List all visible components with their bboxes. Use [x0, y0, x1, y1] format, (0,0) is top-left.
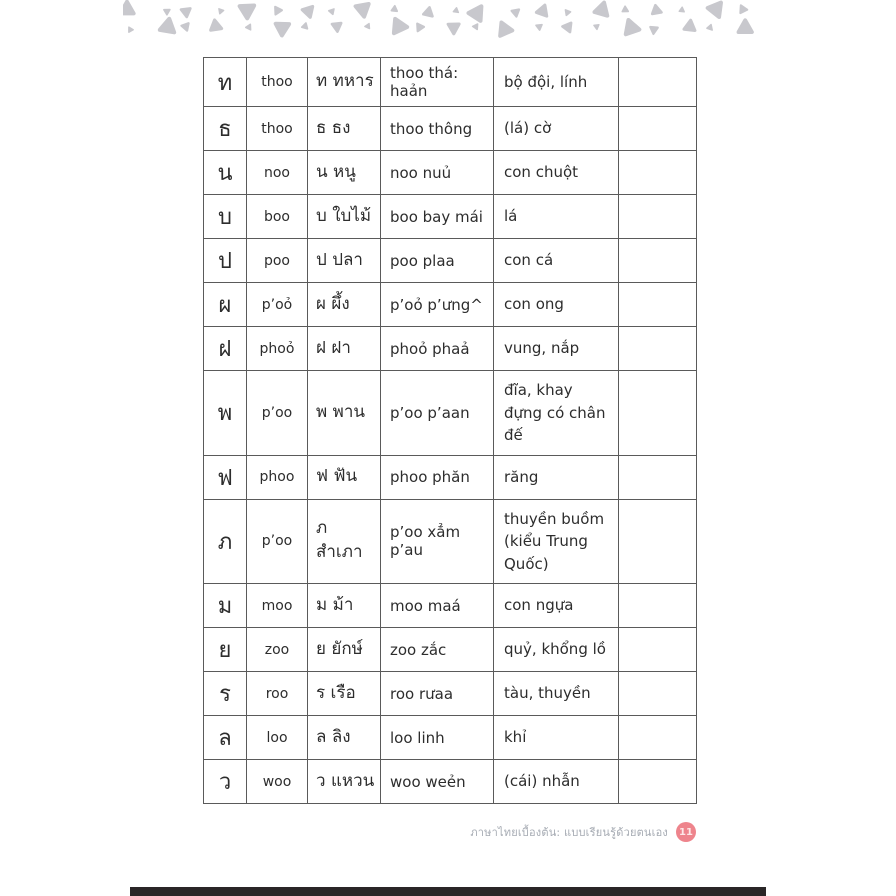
table-row [204, 371, 697, 456]
table-row [204, 151, 697, 195]
notes-cell [619, 283, 697, 327]
triangle-glyph [391, 5, 397, 11]
meaning-cell: con cá [494, 239, 619, 283]
meaning-cell: khỉ [494, 716, 619, 760]
pronunciation-cell: phoo phăn [381, 455, 494, 499]
letter-cell: น [204, 151, 247, 195]
sound-cell: p’oo [247, 499, 308, 584]
triangle-glyph [650, 27, 658, 34]
meaning-cell: đĩa, khay đựng có chân đế [494, 371, 619, 456]
triangle-glyph [211, 20, 224, 34]
pronunciation-cell: p’oo xẳm p’au [381, 499, 494, 584]
notes-cell [619, 107, 697, 151]
meaning-cell: răng [494, 455, 619, 499]
example-cell: ผ ผึ้ง [308, 283, 381, 327]
pronunciation-cell: noo nuủ [381, 151, 494, 195]
triangle-glyph [394, 19, 408, 34]
triangle-glyph [684, 20, 696, 31]
meaning-cell: thuyền buồm (kiểu Trung Quốc) [494, 499, 619, 584]
example-cell: ฝ ฝา [308, 327, 381, 371]
triangle-glyph [452, 8, 458, 14]
sound-cell: phoo [247, 455, 308, 499]
triangle-glyph [472, 24, 477, 30]
pronunciation-cell: zoo zắc [381, 628, 494, 672]
sound-cell: zoo [247, 628, 308, 672]
table-row [204, 584, 697, 628]
triangle-glyph [272, 7, 282, 16]
letter-cell: ป [204, 239, 247, 283]
example-cell: ธ ธง [308, 107, 381, 151]
triangle-glyph [246, 23, 253, 30]
triangle-glyph [276, 18, 293, 35]
letter-cell: ภ [204, 499, 247, 584]
triangle-glyph [562, 22, 571, 32]
meaning-cell: con ngựa [494, 584, 619, 628]
letter-cell: ธ [204, 107, 247, 151]
pronunciation-cell: thoo thông [381, 107, 494, 151]
table-row [204, 716, 697, 760]
thai-consonant-table [203, 57, 697, 804]
triangle-glyph [157, 19, 174, 37]
notes-cell [619, 151, 697, 195]
notes-cell [619, 716, 697, 760]
sound-cell: thoo [247, 107, 308, 151]
triangle-glyph [302, 22, 309, 29]
example-cell: ภ สำเภา [308, 499, 381, 584]
meaning-cell: (lá) cờ [494, 107, 619, 151]
triangle-glyph [217, 9, 223, 15]
triangle-glyph [414, 24, 424, 33]
page-footer [0, 820, 696, 844]
letter-cell: บ [204, 195, 247, 239]
letter-cell: ว [204, 760, 247, 804]
example-cell: ร เรือ [308, 672, 381, 716]
triangle-glyph [179, 5, 190, 17]
triangle-glyph [535, 23, 542, 30]
example-cell: ท ทหาร [308, 58, 381, 107]
triangle-glyph [302, 7, 315, 19]
notes-cell [619, 58, 697, 107]
sound-cell: poo [247, 239, 308, 283]
table-row [204, 283, 697, 327]
table-row [204, 455, 697, 499]
triangle-glyph [738, 20, 751, 32]
meaning-cell: (cái) nhẫn [494, 760, 619, 804]
sound-cell: roo [247, 672, 308, 716]
notes-cell [619, 455, 697, 499]
triangle-glyph [622, 6, 628, 11]
letter-cell: ร [204, 672, 247, 716]
triangle-glyph [240, 0, 258, 18]
letter-cell: ฟ [204, 455, 247, 499]
example-cell: พ พาน [308, 371, 381, 456]
pronunciation-cell: loo linh [381, 716, 494, 760]
triangle-glyph [679, 7, 684, 12]
example-cell: ย ยักษ์ [308, 628, 381, 672]
triangle-glyph [123, 2, 134, 14]
example-cell: ฟ ฟัน [308, 455, 381, 499]
notes-cell [619, 499, 697, 584]
triangle-glyph [622, 18, 640, 35]
notes-cell [619, 371, 697, 456]
sound-cell: p’oo [247, 371, 308, 456]
sound-cell: woo [247, 760, 308, 804]
example-cell: ว แหวน [308, 760, 381, 804]
notes-cell [619, 672, 697, 716]
triangle-glyph [737, 4, 747, 13]
sound-cell: noo [247, 151, 308, 195]
sound-cell: boo [247, 195, 308, 239]
notes-cell [619, 760, 697, 804]
sound-cell: phoỏ [247, 327, 308, 371]
meaning-cell: bộ đội, lính [494, 58, 619, 107]
example-cell: ป ปลา [308, 239, 381, 283]
pronunciation-cell: p’oỏ p’ưng^ [381, 283, 494, 327]
notes-cell [619, 584, 697, 628]
triangle-glyph [563, 8, 570, 15]
table-row [204, 58, 697, 107]
book-title-label: ภาษาไทยเบื้องต้น: แบบเรียนรู้ด้วยตนเอง [470, 826, 668, 839]
consonant-table-body [204, 58, 697, 804]
pronunciation-cell: poo plaa [381, 239, 494, 283]
triangle-glyph [448, 24, 459, 34]
letter-cell: ท [204, 58, 247, 107]
letter-cell: ม [204, 584, 247, 628]
sound-cell: moo [247, 584, 308, 628]
triangle-glyph [423, 7, 435, 19]
letter-cell: ย [204, 628, 247, 672]
pronunciation-cell: boo bay mái [381, 195, 494, 239]
meaning-cell: con ong [494, 283, 619, 327]
letter-cell: พ [204, 371, 247, 456]
notes-cell [619, 195, 697, 239]
letter-cell: ฝ [204, 327, 247, 371]
table-row [204, 628, 697, 672]
pronunciation-cell: p’oo p’aan [381, 371, 494, 456]
table-row [204, 327, 697, 371]
triangle-glyph [536, 3, 550, 16]
page-edge-bar [130, 887, 766, 896]
triangle-glyph [594, 25, 600, 30]
example-cell: บ ใบไม้ [308, 195, 381, 239]
example-cell: ม ม้า [308, 584, 381, 628]
table-row [204, 672, 697, 716]
sound-cell: p’oỏ [247, 283, 308, 327]
pronunciation-cell: moo maá [381, 584, 494, 628]
notes-cell [619, 239, 697, 283]
pronunciation-cell: phoỏ phaả [381, 327, 494, 371]
notes-cell [619, 327, 697, 371]
example-cell: ล ลิง [308, 716, 381, 760]
triangle-glyph [708, 3, 726, 20]
triangle-glyph [329, 7, 336, 14]
table-row [204, 107, 697, 151]
triangle-glyph [707, 25, 714, 32]
triangle-glyph [332, 23, 342, 32]
triangle-pattern-decoration [123, 0, 773, 38]
example-cell: น หนู [308, 151, 381, 195]
meaning-cell: tàu, thuyền [494, 672, 619, 716]
triangle-glyph [594, 1, 610, 16]
triangle-glyph [469, 2, 488, 20]
sound-cell: loo [247, 716, 308, 760]
meaning-cell: con chuột [494, 151, 619, 195]
triangle-glyph [356, 4, 371, 18]
table-row [204, 195, 697, 239]
table-row [204, 499, 697, 584]
triangle-glyph [164, 7, 171, 15]
triangle-glyph [127, 26, 134, 32]
triangle-glyph [512, 7, 522, 17]
meaning-cell: vung, nắp [494, 327, 619, 371]
notes-cell [619, 628, 697, 672]
table-row [204, 239, 697, 283]
letter-cell: ผ [204, 283, 247, 327]
letter-cell: ล [204, 716, 247, 760]
table-row [204, 760, 697, 804]
meaning-cell: lá [494, 195, 619, 239]
sound-cell: thoo [247, 58, 308, 107]
triangle-glyph [652, 5, 663, 16]
triangle-glyph [495, 20, 512, 36]
triangle-glyph [181, 21, 191, 31]
pronunciation-cell: roo rưaa [381, 672, 494, 716]
meaning-cell: quỷ, khổng lồ [494, 628, 619, 672]
page-number-badge: 11 [676, 822, 696, 842]
pronunciation-cell: woo weẻn [381, 760, 494, 804]
pronunciation-cell: thoo thá: haản [381, 58, 494, 107]
triangle-glyph [365, 24, 370, 29]
